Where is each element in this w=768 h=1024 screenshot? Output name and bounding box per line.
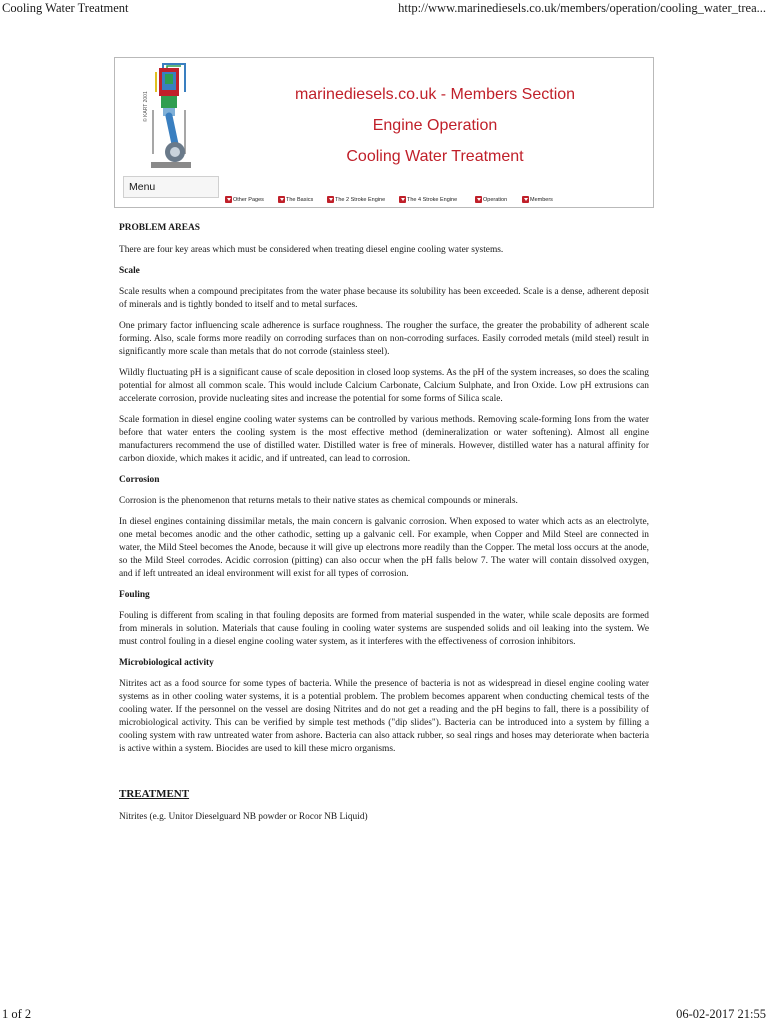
engine-logo[interactable] — [123, 62, 213, 222]
print-footer — [2, 1006, 766, 1022]
page-title: Cooling Water Treatment — [346, 148, 524, 165]
problem-areas-heading: PROBLEM AREAS — [119, 223, 201, 233]
corrosion-paragraph-1: Corrosion is the phenomenon that returns metals to their native states as chemical compounds or minerals. — [119, 496, 518, 506]
nav-item-operation[interactable]: Operation — [475, 195, 507, 205]
scale-paragraph-1: Scale results when a compound precipitates from the water phase because its solubility has been exceeded. Scale is a dense, adherent deposit of minerals and is tightly bonded to itself and to metal surfaces. — [119, 287, 649, 310]
engine-diagram-icon — [123, 62, 213, 174]
print-header — [2, 0, 766, 16]
treatment-paragraph: Nitrites (e.g. Unitor Dieselguard NB powder or Rocor NB Liquid) — [119, 812, 368, 822]
site-title[interactable]: marinediesels.co.uk - Members Section — [294, 86, 576, 103]
microbiological-heading: Microbiological activity — [119, 658, 214, 668]
nav-item-other-pages[interactable]: Other Pages — [225, 195, 264, 205]
section-title: Engine Operation — [372, 117, 498, 134]
menu-button[interactable]: Menu — [123, 176, 219, 198]
site-banner — [114, 57, 654, 208]
scale-paragraph-3: Wildly fluctuating pH is a significant cause of scale deposition in closed loop systems. As the pH of the system increases, so does the scaling potential for almost all common scale. This would include Calcium Carbonate, Calcium Sulphate, and Iron Oxide. Low pH extrusions can accelerate corrosion, provide nucleating sites and increase the potential for some forms of Silica scale. — [119, 368, 649, 404]
dropdown-icon — [399, 196, 406, 203]
dropdown-icon — [475, 196, 482, 203]
scale-heading: Scale — [119, 266, 140, 276]
dropdown-icon — [225, 196, 232, 203]
scale-paragraph-2: One primary factor influencing scale adherence is surface roughness. The rougher the surface, the greater the probability of adherent scale forming. Also, scale forms more readily on corroding surfaces than on non-corroding surfaces. Easily corroded metals (mild steel) result in significantly more scale than metals that do not corrode (stainless steel). — [119, 321, 649, 357]
fouling-paragraph: Fouling is different from scaling in that fouling deposits are formed from material suspended in the water, while scale deposits are formed from minerals in solution. Materials that cause fouling in cooling water systems are suspended solids and oil leaking into the system. We must control fouling in a diesel engine cooling water system, as it interferes with the effectiveness of corrosion inhibitors. — [119, 611, 649, 647]
svg-text:© KART 2001: © KART 2001 — [143, 91, 149, 122]
page-number: 1 of 2 — [2, 1007, 32, 1021]
print-page-title: Cooling Water Treatment — [2, 1, 129, 15]
corrosion-heading: Corrosion — [119, 475, 160, 485]
corrosion-paragraph-2: In diesel engines containing dissimilar metals, the main concern is galvanic corrosion. When exposed to water which acts as an electrolyte, one metal becomes anodic and the other cathodic, setting up a galvanic cell. For example, when Copper and Mild Steel are connected in water, the Mild Steel becomes the Anode, because it will give up electrons more readily than the Copper. The metal loss occurs at the anode, so the Mild Steel corrodes. Acidic corrosion (pitting) can also occur when the pH falls below 7. The water will contain dissolved oxygen, and if left untreated an ideal environment will exist for all types of corrosion. — [119, 517, 649, 579]
treatment-heading: TREATMENT — [119, 788, 190, 800]
print-url[interactable]: http://www.marinediesels.co.uk/members/operation/cooling_water_trea... — [398, 1, 766, 15]
article-content — [119, 222, 649, 832]
microbiological-paragraph: Nitrites act as a food source for some types of bacteria. While the presence of bacteria is not as widespread in diesel engine cooling water systems as in other cooling water systems, it is a potential problem. The problem becomes apparent when conducting chemical tests of the cooling water. If the personnel on the vessel are dosing Nitrites and do not get a reading and the pH begins to fall, there is a possibility of microbiological activity. This can be verified by simple test methods ("dip slides"). Bacteria can be introduced into a system by filling a cooling system with raw untreated water from ashore. Bacteria can also attack rubber, so seal rings and hoses may deteriorate when bacteria is active within a system. Biocides are used to kill these micro organisms. — [119, 679, 649, 754]
dropdown-icon — [522, 196, 529, 203]
intro-paragraph: There are four key areas which must be considered when treating diesel engine cooling water systems. — [119, 245, 504, 255]
nav-item-4-stroke[interactable]: The 4 Stroke Engine — [399, 195, 457, 205]
print-datetime: 06-02-2017 21:55 — [676, 1007, 766, 1021]
nav-item-basics[interactable]: The Basics — [278, 195, 313, 205]
scale-paragraph-4: Scale formation in diesel engine cooling water systems can be controlled by various methods. Removing scale-forming Ions from the water before that water enters the cooling system is the most effective method (demineralization or water softening). Almost all engine manufacturers recommend the use of distilled water. Distilled water is free of minerals. However, distilled water has a natural affinity for carbon dioxide, which makes it acidic, and if untreated, can lead to corrosion. — [119, 415, 649, 464]
nav-item-members[interactable]: Members — [522, 195, 553, 205]
fouling-heading: Fouling — [119, 590, 150, 600]
dropdown-icon — [278, 196, 285, 203]
dropdown-icon — [327, 196, 334, 203]
nav-item-2-stroke[interactable]: The 2 Stroke Engine — [327, 195, 385, 205]
